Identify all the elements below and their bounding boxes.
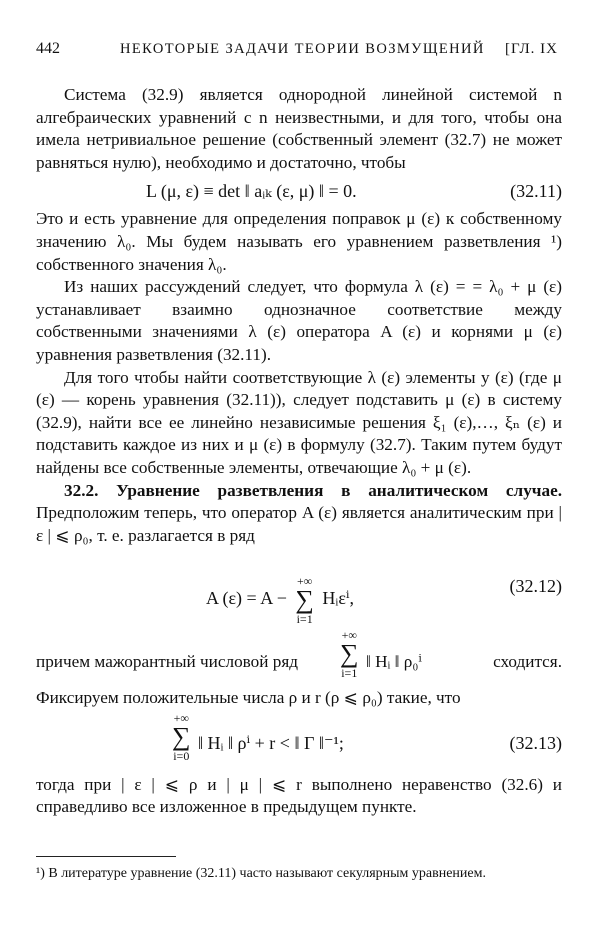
paragraph-7: Фиксируем положительные числа ρ и r (ρ ⩽ ρ₀) такие, что: [36, 688, 461, 708]
sum-lower-limit: i=0: [173, 748, 190, 763]
sigma-icon: ∑: [340, 639, 359, 669]
page-number: 442: [36, 40, 60, 57]
section-heading: 32.2. Уравнение разветвления в аналитическом случае.: [64, 480, 562, 500]
equation-formula: L (μ, ε) ≡ det ‖ aᵢₖ (ε, μ) ‖ = 0.: [146, 181, 357, 202]
paragraph-6: [36, 629, 562, 687]
sum-term: Hᵢεⁱ,: [322, 588, 355, 609]
paragraph-6-end: сходится.: [493, 652, 562, 672]
sum-lower-limit: i=1: [341, 666, 358, 681]
equation-32-13: [36, 712, 562, 774]
equation-32-12: [36, 553, 562, 627]
running-header: [36, 38, 562, 62]
equation-formula: [206, 575, 354, 625]
paragraph-2: Это и есть уравнение для определения поправок μ (ε) к собственному значению λ₀. Мы будем называть его уравнением разветвления ¹) собственного значения λ₀.: [36, 209, 562, 274]
sigma-icon: ∑: [172, 721, 191, 751]
footnote: [36, 864, 562, 883]
page-body: [36, 84, 562, 819]
sum-operator: [295, 575, 314, 625]
paragraph-3: Из наших рассуждений следует, что формула λ (ε) = = λ₀ + μ (ε) устанавливает взаимно однозначное соответствие между собственными значениями λ (ε) оператора A (ε) и корнями μ (ε) уравнения разветвления (32.11).: [36, 277, 562, 364]
sum-lower-limit: i=1: [296, 612, 313, 627]
sum-term: ‖ Hᵢ ‖ ρⁱ + r < ‖ Γ ‖⁻¹;: [198, 732, 344, 753]
footnote-divider: [36, 856, 176, 857]
paragraph-4: Для того чтобы найти соответствующие λ (ε) элементы y (ε) (где μ (ε) — корень уравнения (32.11)), следует подставить μ (ε) в систему (32.9), найти все ее линейно независимые решения ξ₁ (ε),…, ξₙ (ε) и подставить каждое из них и μ (ε) в формулу (32.7). Таким путем будут найдены все собственные элементы, отвечающие λ₀ + μ (ε).: [36, 367, 562, 477]
section-text: Предположим теперь, что оператор A (ε) является аналитическим при | ε | ⩽ ρ₀, т. е. разлагается в ряд: [36, 503, 562, 545]
equation-number: (32.12): [509, 576, 562, 597]
sum-term: ‖ Hᵢ ‖ ρ₀ⁱ: [366, 652, 422, 672]
equation-number: (32.13): [509, 732, 562, 753]
paragraph-1: Система (32.9) является однородной линейной системой n алгебраических уравнений с n неизвестными, и для того, чтобы она имела нетривиальное решение (собственный элемент (32.7) не может равняться нулю), необходимо и достаточно, чтобы: [36, 85, 562, 172]
sum-upper-limit: +∞: [173, 710, 189, 725]
sigma-icon: ∑: [295, 585, 314, 615]
sum-operator: [172, 712, 191, 762]
equation-number: (32.11): [510, 181, 562, 202]
equation-lhs: A (ε) = A −: [206, 588, 287, 609]
footnote-marker: ¹): [36, 866, 45, 881]
chapter-label: [ГЛ. IX: [504, 41, 558, 57]
footnote-text: В литературе уравнение (32.11) часто называют секулярным уравнением.: [48, 866, 486, 881]
paragraph-8: тогда при | ε | ⩽ ρ и | μ | ⩽ r выполнено неравенство (32.6) и справедливо все изложенное в предыдущем пункте.: [36, 774, 562, 817]
equation-32-11: [36, 174, 562, 208]
sum-upper-limit: +∞: [341, 628, 357, 643]
section-32-2: [36, 480, 562, 548]
sum-operator: [340, 629, 359, 679]
running-title: НЕКОТОРЫЕ ЗАДАЧИ ТЕОРИИ ВОЗМУЩЕНИЙ: [120, 41, 485, 57]
paragraph-6-start: причем мажорантный числовой ряд: [36, 652, 299, 672]
sum-upper-limit: +∞: [296, 574, 313, 589]
